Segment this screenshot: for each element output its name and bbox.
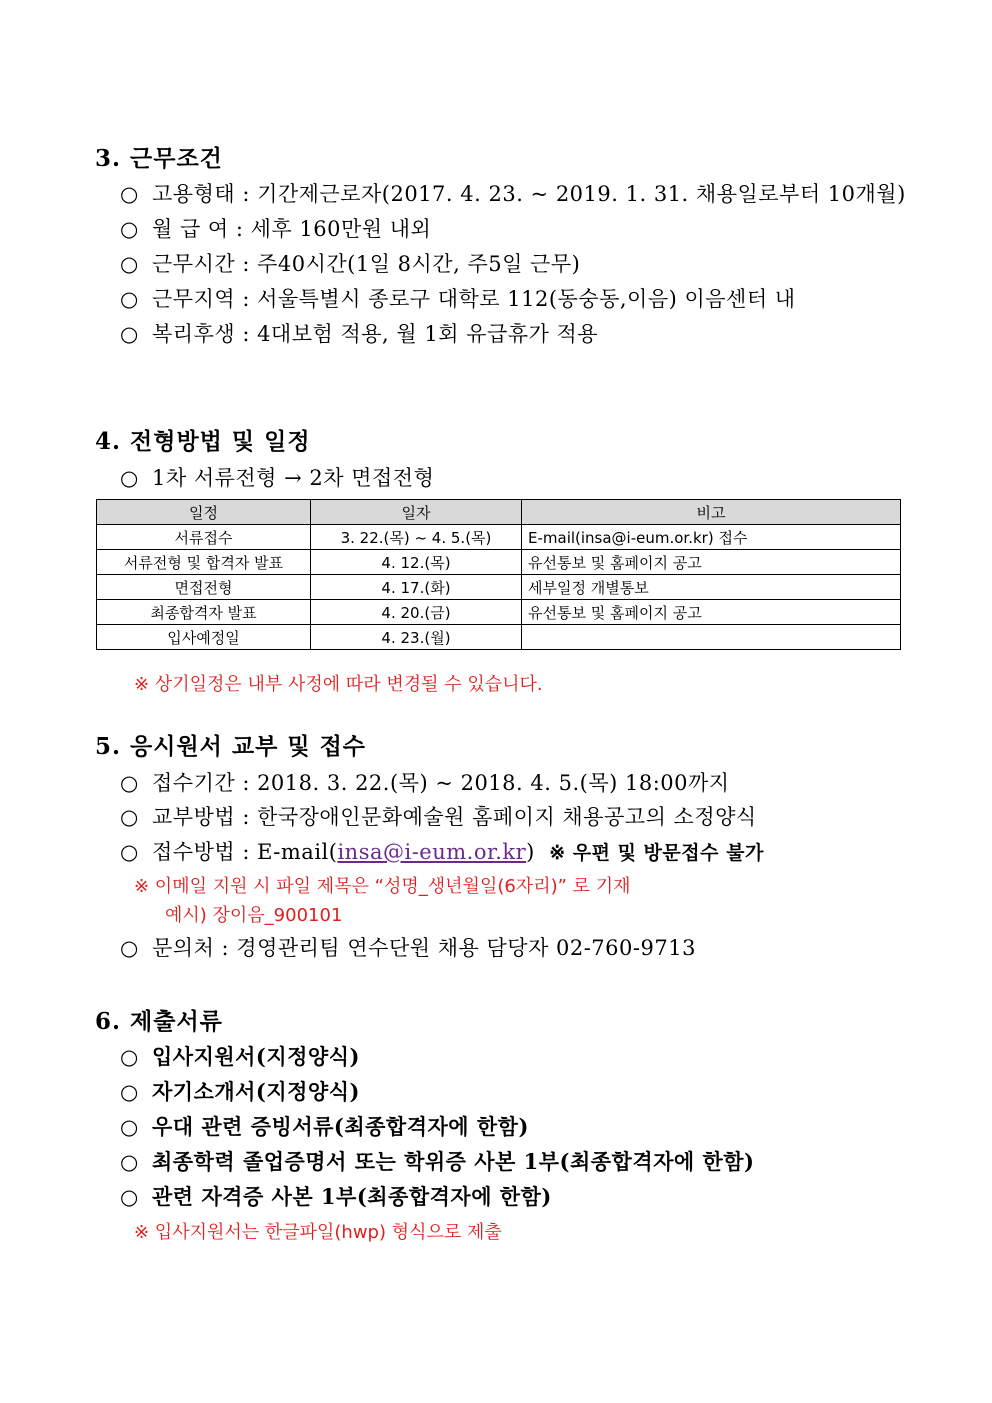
table-header: 비고 bbox=[522, 500, 901, 525]
table-cell bbox=[522, 625, 901, 650]
selection-process: ○ 1차 서류전형 → 2차 면접전형 bbox=[120, 466, 435, 490]
email-link[interactable]: insa@i-eum.or.kr bbox=[337, 840, 527, 864]
document-item: ○ 자기소개서(지정양식) bbox=[120, 1079, 360, 1104]
section-6-title: 6. 제출서류 bbox=[95, 1008, 223, 1035]
table-cell: 유선통보 및 홈페이지 공고 bbox=[522, 600, 901, 625]
table-cell: 입사예정일 bbox=[97, 625, 311, 650]
document-item: ○ 관련 자격증 사본 1부(최종합격자에 한함) bbox=[120, 1184, 552, 1209]
table-cell: 최종합격자 발표 bbox=[97, 600, 311, 625]
document-item: ○ 최종학력 졸업증명서 또는 학위증 사본 1부(최종합격자에 한함) bbox=[120, 1149, 755, 1174]
table-header: 일정 bbox=[97, 500, 311, 525]
salary: ○ 월 급 여 : 세후 160만원 내외 bbox=[120, 217, 432, 241]
table-cell: 4. 17.(화) bbox=[311, 575, 522, 600]
table-cell: 서류전형 및 합격자 발표 bbox=[97, 550, 311, 575]
table-row bbox=[97, 550, 901, 575]
email-title-example: 예시) 장이음_900101 bbox=[165, 905, 343, 926]
work-location: ○ 근무지역 : 서울특별시 종로구 대학로 112(동숭동,이음) 이음센터 내 bbox=[120, 287, 796, 311]
table-cell: 4. 23.(월) bbox=[311, 625, 522, 650]
hwp-format-note: ※ 입사지원서는 한글파일(hwp) 형식으로 제출 bbox=[134, 1222, 502, 1243]
table-cell: 유선통보 및 홈페이지 공고 bbox=[522, 550, 901, 575]
welfare: ○ 복리후생 : 4대보험 적용, 월 1회 유급휴가 적용 bbox=[120, 322, 599, 346]
distribution-method: ○ 교부방법 : 한국장애인문화예술원 홈페이지 채용공고의 소정양식 bbox=[120, 805, 757, 829]
table-cell: 3. 22.(목) ~ 4. 5.(목) bbox=[311, 525, 522, 550]
work-hours: ○ 근무시간 : 주40시간(1일 8시간, 주5일 근무) bbox=[120, 252, 581, 276]
table-cell: 4. 20.(금) bbox=[311, 600, 522, 625]
schedule-change-note: ※ 상기일정은 내부 사정에 따라 변경될 수 있습니다. bbox=[134, 674, 543, 695]
application-period: ○ 접수기간 : 2018. 3. 22.(목) ~ 2018. 4. 5.(목) 18:00까지 bbox=[120, 771, 730, 795]
contact-info: ○ 문의처 : 경영관리팀 연수단원 채용 담당자 02-760-9713 bbox=[120, 936, 696, 960]
table-header: 일자 bbox=[311, 500, 522, 525]
table-cell: 세부일정 개별통보 bbox=[522, 575, 901, 600]
employment-type: ○ 고용형태 : 기간제근로자(2017. 4. 23. ~ 2019. 1. 31. 채용일로부터 10개월) bbox=[120, 182, 906, 206]
table-cell: 4. 12.(목) bbox=[311, 550, 522, 575]
email-title-note: ※ 이메일 지원 시 파일 제목은 “성명_생년월일(6자리)” 로 기재 bbox=[134, 876, 631, 897]
table-row bbox=[97, 575, 901, 600]
section-5-title: 5. 응시원서 교부 및 접수 bbox=[95, 733, 367, 760]
document-item: ○ 우대 관련 증빙서류(최종합격자에 한함) bbox=[120, 1114, 529, 1139]
schedule-table bbox=[96, 499, 901, 650]
table-header-row bbox=[97, 500, 901, 525]
section-3-title: 3. 근무조건 bbox=[95, 145, 223, 172]
no-mail-note: ※ 우편 및 방문접수 불가 bbox=[549, 842, 764, 864]
table-cell: 서류접수 bbox=[97, 525, 311, 550]
document-item: ○ 입사지원서(지정양식) bbox=[120, 1044, 360, 1069]
table-cell: E-mail(insa@i-eum.or.kr) 접수 bbox=[522, 525, 901, 550]
table-row bbox=[97, 600, 901, 625]
table-row bbox=[97, 525, 901, 550]
submission-method: ○ 접수방법 : E-mail(insa@i-eum.or.kr) ※ 우편 및 방문접수 불가 bbox=[120, 840, 764, 864]
table-row bbox=[97, 625, 901, 650]
table-cell: 면접전형 bbox=[97, 575, 311, 600]
section-4-title: 4. 전형방법 및 일정 bbox=[95, 428, 311, 455]
